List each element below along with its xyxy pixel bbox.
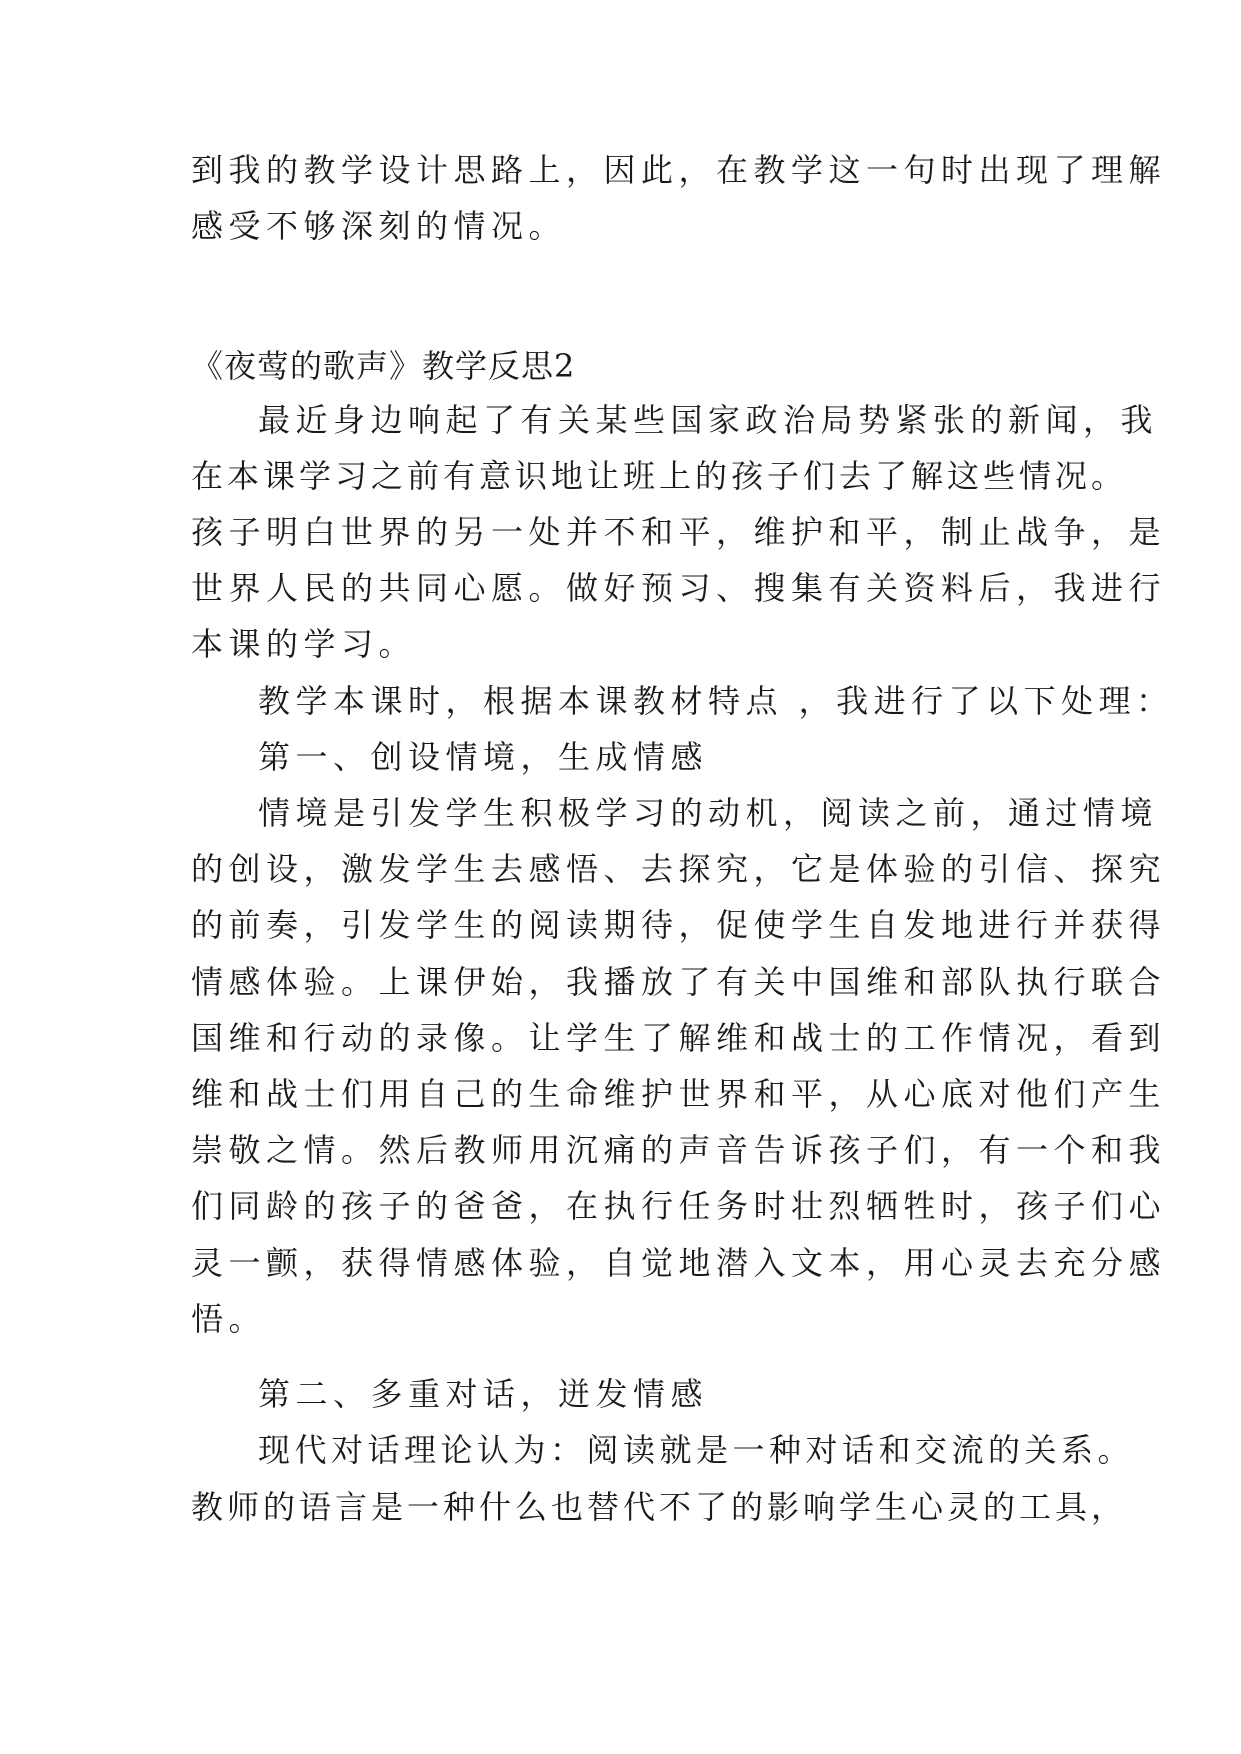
text-line: 崇敬之情。然后教师用沉痛的声音告诉孩子们，有一个和我 [191,1131,1167,1169]
section-title: 《夜莺的歌声》教学反思2 [191,347,576,385]
text-line: 维和战士们用自己的生命维护世界和平，从心底对他们产生 [191,1075,1167,1113]
text-line: 教师的语言是一种什么也替代不了的影响学生心灵的工具， [191,1488,1128,1526]
paragraph-first-line: 最近身边响起了有关某些国家政治局势紧张的新闻，我 [258,401,1159,439]
subheading: 第二、多重对话，迸发情感 [258,1375,709,1413]
text-line: 本课的学习。 [191,625,417,663]
text-line: 感受不够深刻的情况。 [191,207,567,245]
text-line: 们同龄的孩子的爸爸，在执行任务时壮烈牺牲时，孩子们心 [191,1187,1167,1225]
text-line: 在本课学习之前有意识地让班上的孩子们去了解这些情况。 [191,457,1128,495]
text-line: 国维和行动的录像。让学生了解维和战士的工作情况，看到 [191,1019,1167,1057]
text-line: 的前奏，引发学生的阅读期待，促使学生自发地进行并获得 [191,906,1167,944]
text-line: 情感体验。上课伊始，我播放了有关中国维和部队执行联合 [191,963,1167,1001]
text-line: 孩子明白世界的另一处并不和平，维护和平，制止战争，是 [191,513,1167,551]
paragraph-first-line: 教学本课时，根据本课教材特点 ，我进行了以下处理： [258,682,1174,720]
text-line: 悟。 [191,1300,267,1338]
text-line: 世界人民的共同心愿。做好预习、搜集有关资料后，我进行 [191,569,1167,607]
text-line: 灵一颤，获得情感体验，自觉地潜入文本，用心灵去充分感 [191,1244,1167,1282]
paragraph-first-line: 现代对话理论认为：阅读就是一种对话和交流的关系。 [258,1431,1135,1469]
text-line: 的创设，激发学生去感悟、去探究，它是体验的引信、探究 [191,850,1167,888]
paragraph-first-line: 情境是引发学生积极学习的动机，阅读之前，通过情境 [258,794,1159,832]
text-line: 到我的教学设计思路上，因此，在教学这一句时出现了理解 [191,151,1167,189]
subheading: 第一、创设情境，生成情感 [258,738,709,776]
